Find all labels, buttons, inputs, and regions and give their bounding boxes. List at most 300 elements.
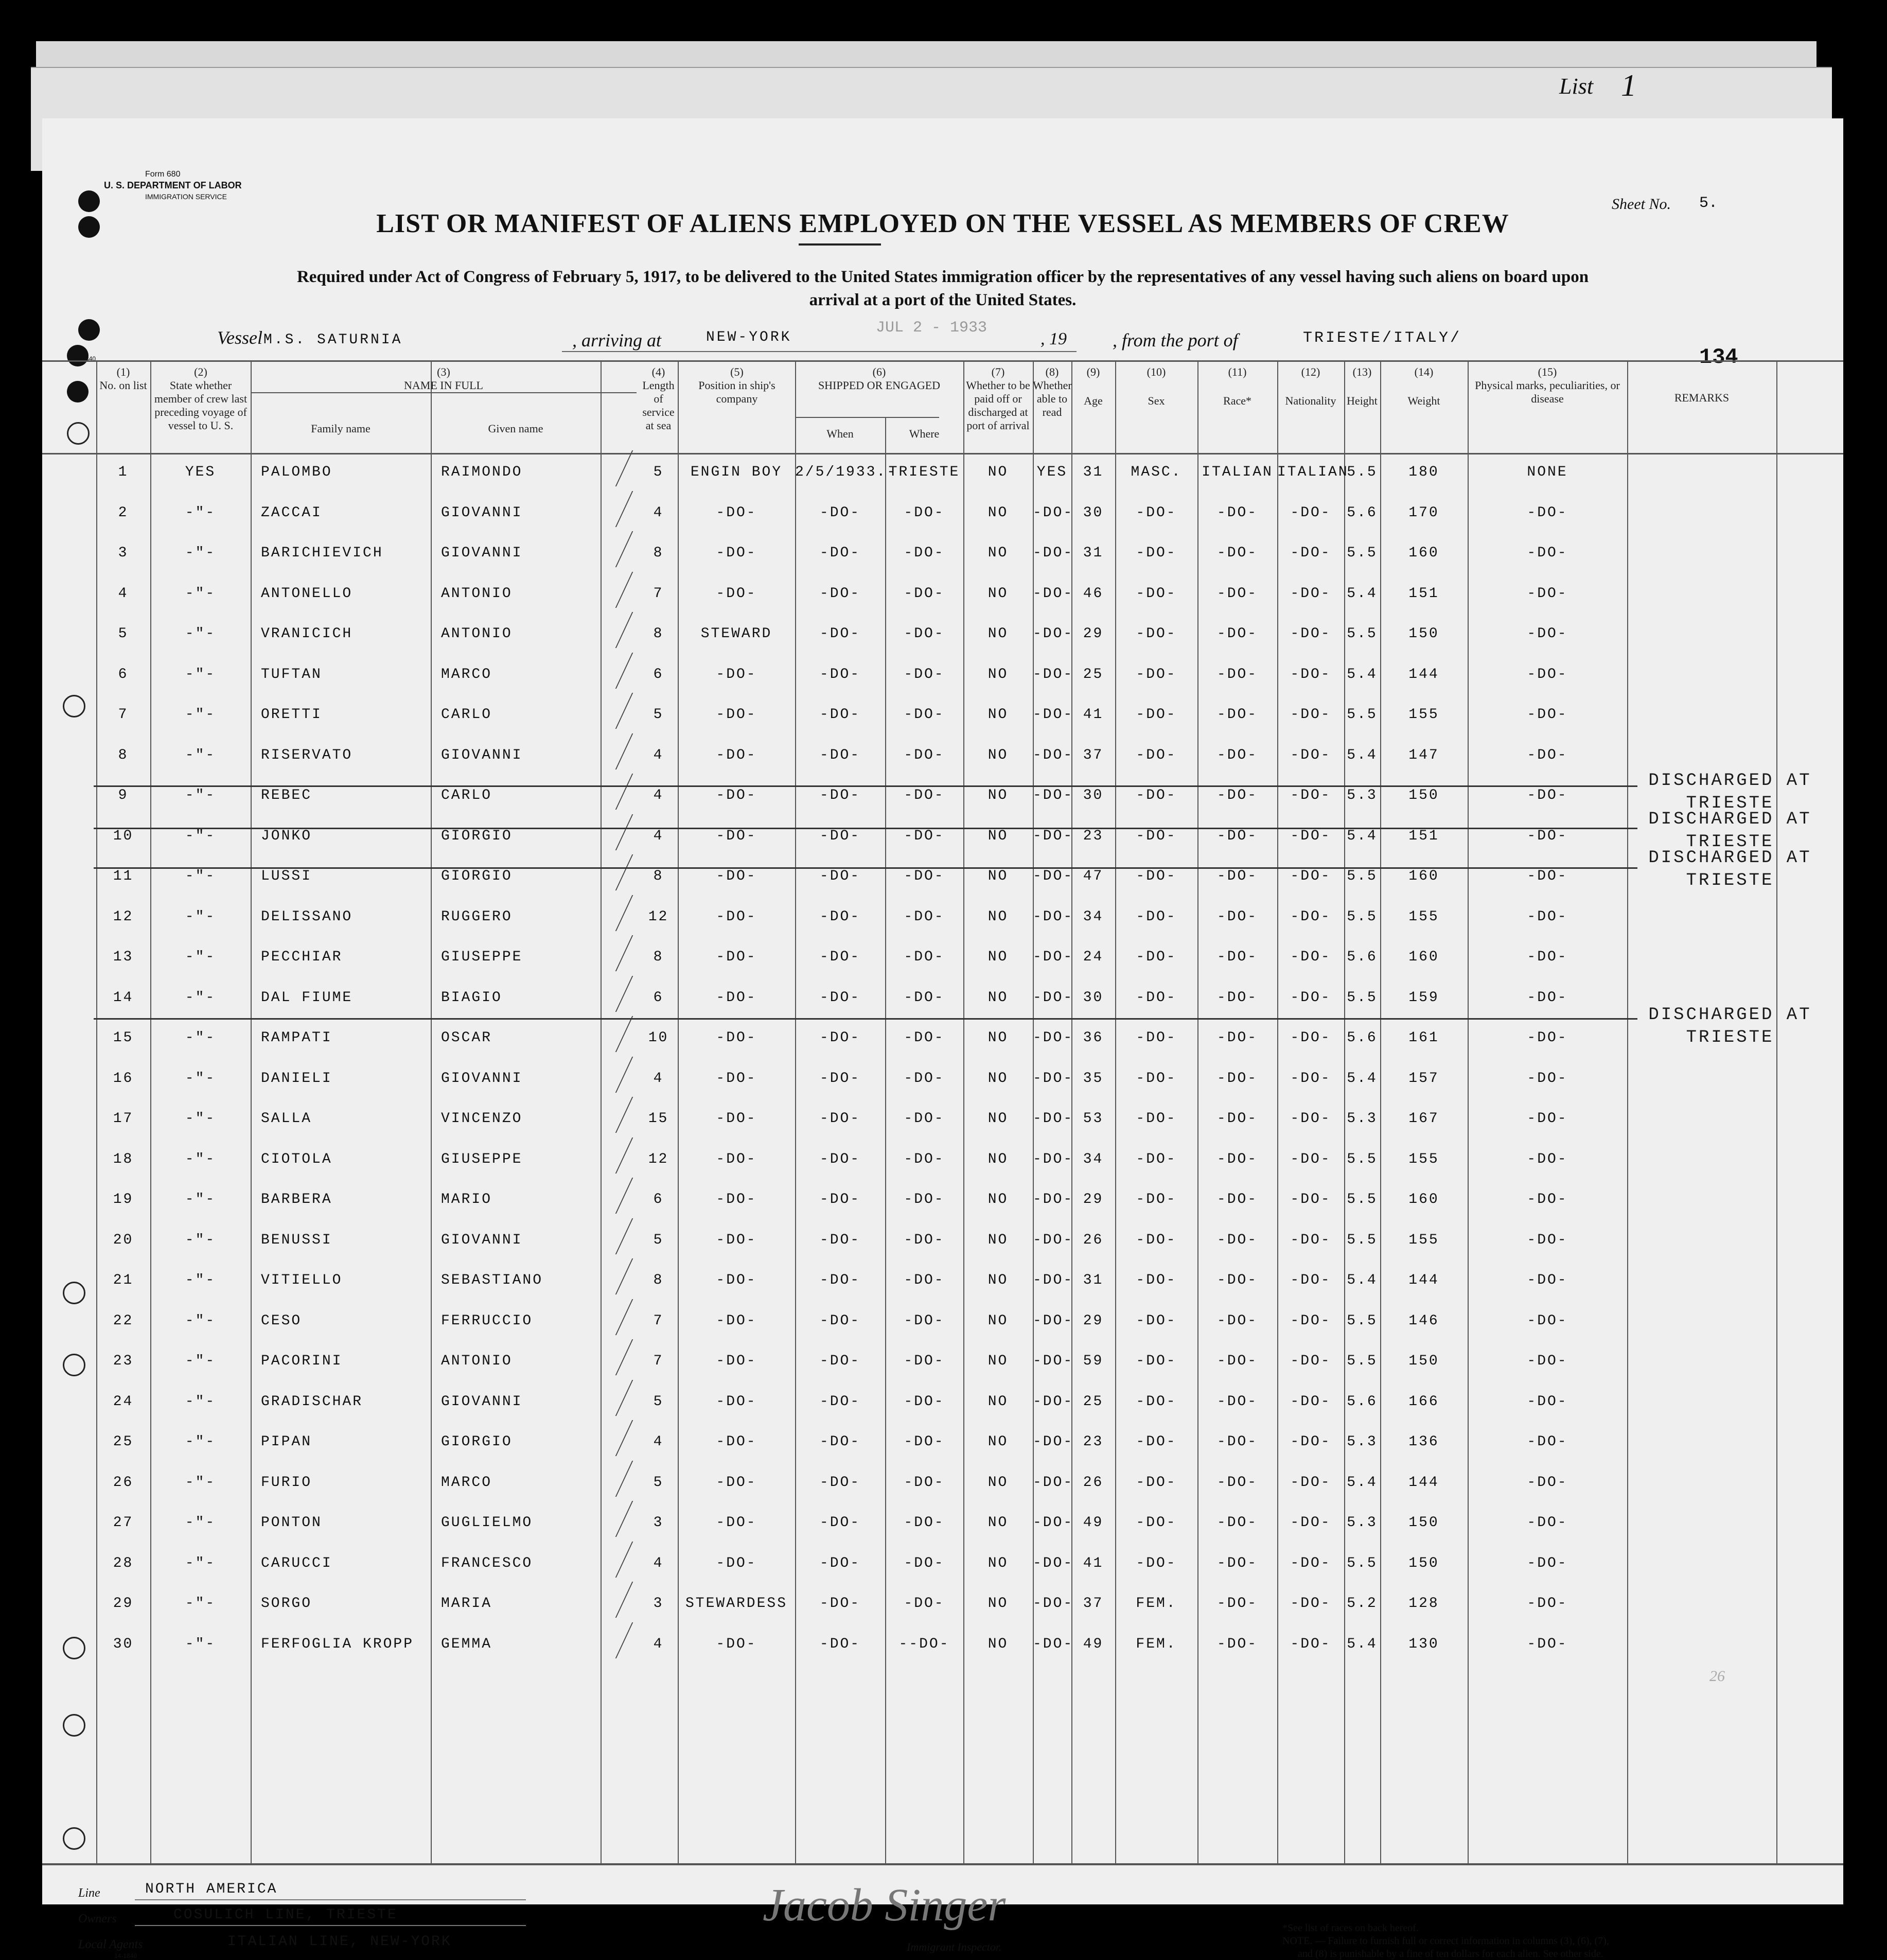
age-cell: 31	[1083, 1272, 1104, 1288]
age-cell: 31	[1083, 464, 1104, 480]
remark-discharged: DISCHARGED AT TRIESTE	[1648, 810, 1812, 852]
previous-voyage-cell: -"-	[185, 1151, 216, 1167]
table-row	[42, 534, 1843, 574]
race-cell: -DO-	[1216, 1474, 1258, 1491]
shipped-where-cell: -DO-	[904, 1232, 945, 1248]
physical-marks-cell: -DO-	[1527, 1474, 1568, 1491]
nationality-cell: -DO-	[1290, 1474, 1331, 1491]
shipped-where-cell: -DO-	[904, 949, 945, 965]
shipped-when-cell: -DO-	[819, 1434, 861, 1450]
sex-cell: -DO-	[1136, 949, 1177, 965]
height-cell: 5.5	[1347, 464, 1378, 480]
physical-marks-cell: -DO-	[1527, 1515, 1568, 1531]
service-length-cell: 3	[653, 1515, 664, 1531]
height-cell: 5.5	[1347, 1312, 1378, 1329]
sex-cell: -DO-	[1136, 626, 1177, 642]
year-label: , 19	[1041, 329, 1067, 348]
col-3-header: (3) NAME IN FULL	[404, 365, 483, 392]
paid-off-cell: NO	[987, 1515, 1009, 1531]
service-length-cell: 6	[653, 1192, 664, 1207]
nationality-cell: -DO-	[1290, 1232, 1331, 1248]
fine-note: NOTE. — Failure to furnish full or correct information in columns (3), (6), (7),	[1282, 1935, 1609, 1947]
age-cell: 29	[1083, 1312, 1104, 1329]
given-name-cell: MARCO	[441, 1474, 492, 1491]
nationality-cell: -DO-	[1290, 1636, 1331, 1652]
paid-off-cell: NO	[987, 504, 1009, 521]
physical-marks-cell: -DO-	[1527, 1030, 1568, 1046]
service-length-cell: 8	[653, 545, 664, 561]
able-to-read-cell: -DO-	[1033, 908, 1074, 925]
weight-cell: 150	[1408, 626, 1439, 642]
sex-cell: -DO-	[1136, 1111, 1177, 1127]
family-name-cell: ANTONELLO	[261, 585, 353, 602]
from-label: , from the port of	[1113, 330, 1238, 351]
family-name-cell: PECCHIAR	[261, 949, 343, 965]
weight-cell: 136	[1408, 1434, 1439, 1450]
age-cell: 36	[1083, 1030, 1104, 1046]
age-cell: 26	[1083, 1474, 1104, 1491]
service-length-cell: 4	[653, 1434, 664, 1450]
paid-off-cell: NO	[987, 1474, 1009, 1491]
table-row	[42, 695, 1843, 736]
race-cell: -DO-	[1216, 949, 1258, 965]
weight-cell: 130	[1408, 1636, 1439, 1652]
race-cell: -DO-	[1216, 1353, 1258, 1369]
table-row	[42, 776, 1843, 817]
table-row	[42, 655, 1843, 696]
sex-cell: MASC.	[1131, 464, 1182, 480]
sex-cell: -DO-	[1136, 1030, 1177, 1046]
nationality-cell: ITALIAN	[1277, 464, 1349, 480]
shipped-where-cell: -DO-	[904, 707, 945, 723]
table-row	[42, 453, 1843, 494]
table-row	[42, 1059, 1843, 1100]
shipped-when-cell: -DO-	[819, 1312, 861, 1329]
physical-marks-cell: NONE	[1527, 464, 1568, 480]
age-cell: 24	[1083, 949, 1104, 965]
agents-value: ITALIAN LINE, NEW-YORK	[227, 1934, 452, 1950]
given-name-cell: GIORGIO	[441, 868, 513, 884]
physical-marks-cell: -DO-	[1527, 1070, 1568, 1087]
nationality-cell: -DO-	[1290, 949, 1331, 965]
given-name-cell: GIOVANNI	[441, 1393, 523, 1410]
able-to-read-cell: YES	[1036, 464, 1068, 480]
col-14-header: (14) Weight	[1407, 365, 1440, 407]
service-length-cell: 4	[653, 1070, 664, 1087]
weight-cell: 159	[1408, 989, 1439, 1006]
age-cell: 31	[1083, 545, 1104, 561]
table-row	[42, 494, 1843, 534]
shipped-where-cell: -DO-	[904, 1393, 945, 1410]
able-to-read-cell: -DO-	[1033, 1111, 1074, 1127]
age-cell: 34	[1083, 1151, 1104, 1167]
nationality-cell: -DO-	[1290, 828, 1331, 844]
given-name-cell: FRANCESCO	[441, 1555, 533, 1571]
table-row	[42, 938, 1843, 978]
remark-discharged: DISCHARGED AT TRIESTE	[1648, 1005, 1812, 1047]
service-length-cell: 6	[653, 989, 664, 1006]
race-cell: -DO-	[1216, 1434, 1258, 1450]
shipped-where-cell: -DO-	[904, 868, 945, 884]
position-cell: -DO-	[716, 1434, 757, 1450]
height-cell: 5.5	[1347, 545, 1378, 561]
physical-marks-cell: -DO-	[1527, 626, 1568, 642]
nationality-cell: -DO-	[1290, 707, 1331, 723]
shipped-when-cell: -DO-	[819, 1111, 861, 1127]
row-number-cell: 22	[113, 1312, 134, 1329]
age-cell: 23	[1083, 828, 1104, 844]
family-name-cell: SORGO	[261, 1596, 312, 1612]
family-name-cell: PACORINI	[261, 1353, 343, 1369]
height-cell: 5.4	[1347, 747, 1378, 763]
given-name-cell: GIOVANNI	[441, 504, 523, 521]
service-length-cell: 5	[653, 1474, 664, 1491]
shipped-when-cell: -DO-	[819, 1393, 861, 1410]
shipped-when-cell: -DO-	[819, 707, 861, 723]
height-cell: 5.4	[1347, 1070, 1378, 1087]
table-row	[42, 1423, 1843, 1463]
race-cell: -DO-	[1216, 545, 1258, 561]
service-length-cell: 8	[653, 868, 664, 884]
footer-rule	[135, 1899, 526, 1900]
previous-voyage-cell: -"-	[185, 1312, 216, 1329]
race-cell: -DO-	[1216, 868, 1258, 884]
sex-cell: -DO-	[1136, 1232, 1177, 1248]
weight-cell: 147	[1408, 747, 1439, 763]
service-name: IMMIGRATION SERVICE	[145, 192, 227, 201]
service-length-cell: 5	[653, 1393, 664, 1410]
previous-voyage-cell: -"-	[185, 1353, 216, 1369]
shipped-when-cell: -DO-	[819, 1151, 861, 1167]
table-row	[42, 1342, 1843, 1382]
age-cell: 35	[1083, 1070, 1104, 1087]
family-name-cell: VRANICICH	[261, 626, 353, 642]
sex-cell: -DO-	[1136, 787, 1177, 803]
given-name-cell: FERRUCCIO	[441, 1312, 533, 1329]
position-cell: -DO-	[716, 908, 757, 925]
sex-cell: -DO-	[1136, 1070, 1177, 1087]
physical-marks-cell: -DO-	[1527, 1434, 1568, 1450]
race-cell: -DO-	[1216, 1272, 1258, 1288]
nationality-cell: -DO-	[1290, 787, 1331, 803]
shipped-when-cell: -DO-	[819, 1353, 861, 1369]
paid-off-cell: NO	[987, 585, 1009, 602]
table-row	[42, 736, 1843, 777]
vessel-label: Vessel	[217, 327, 262, 348]
position-cell: -DO-	[716, 1272, 757, 1288]
weight-cell: 146	[1408, 1312, 1439, 1329]
family-name-cell: PALOMBO	[261, 464, 332, 480]
weight-cell: 161	[1408, 1030, 1439, 1046]
strike-line	[94, 828, 1637, 829]
age-cell: 26	[1083, 1232, 1104, 1248]
previous-voyage-cell: -"-	[185, 1070, 216, 1087]
paid-off-cell: NO	[987, 1232, 1009, 1248]
weight-cell: 128	[1408, 1596, 1439, 1612]
physical-marks-cell: -DO-	[1527, 1192, 1568, 1207]
physical-marks-cell: -DO-	[1527, 1393, 1568, 1410]
previous-voyage-cell: -"-	[185, 1434, 216, 1450]
able-to-read-cell: -DO-	[1033, 747, 1074, 763]
shipped-where-cell: -DO-	[904, 1192, 945, 1207]
shipped-where-cell: -DO-	[904, 1111, 945, 1127]
given-name-cell: CARLO	[441, 707, 492, 723]
line-value: NORTH AMERICA	[145, 1881, 278, 1897]
nationality-cell: -DO-	[1290, 747, 1331, 763]
able-to-read-cell: -DO-	[1033, 585, 1074, 602]
position-cell: -DO-	[716, 1393, 757, 1410]
shipped-when-cell: -DO-	[819, 868, 861, 884]
col-11-header: (11) Race*	[1223, 365, 1251, 407]
able-to-read-cell: -DO-	[1033, 626, 1074, 642]
nationality-cell: -DO-	[1290, 545, 1331, 561]
family-name-cell: PONTON	[261, 1515, 322, 1531]
position-cell: -DO-	[716, 1353, 757, 1369]
nationality-cell: -DO-	[1290, 1515, 1331, 1531]
previous-voyage-cell: -"-	[185, 1515, 216, 1531]
sex-cell: -DO-	[1136, 868, 1177, 884]
table-row	[42, 1584, 1843, 1625]
age-cell: 37	[1083, 1596, 1104, 1612]
weight-cell: 150	[1408, 1555, 1439, 1571]
col-7-header: (7) Whether to be paid off or discharged at port of arrival	[966, 365, 1030, 432]
shipped-when-cell: -DO-	[819, 1272, 861, 1288]
date-stamp: JUL 2 - 1933	[876, 319, 987, 337]
nationality-cell: -DO-	[1290, 989, 1331, 1006]
weight-cell: 155	[1408, 908, 1439, 925]
position-cell: -DO-	[716, 949, 757, 965]
race-cell: -DO-	[1216, 1555, 1258, 1571]
position-cell: -DO-	[716, 666, 757, 682]
nationality-cell: -DO-	[1290, 504, 1331, 521]
age-cell: 41	[1083, 707, 1104, 723]
previous-voyage-cell: -"-	[185, 1636, 216, 1652]
weight-cell: 170	[1408, 504, 1439, 521]
physical-marks-cell: -DO-	[1527, 1111, 1568, 1127]
row-number-cell: 4	[118, 585, 129, 602]
list-label: List	[1559, 74, 1594, 99]
shipped-when-cell: -DO-	[819, 1555, 861, 1571]
service-length-cell: 7	[653, 1353, 664, 1369]
subtitle-2: arrival at a port of the United States.	[809, 291, 1077, 309]
shipped-where-cell: -DO-	[904, 1312, 945, 1329]
weight-cell: 150	[1408, 1515, 1439, 1531]
shipped-where-cell: -DO-	[904, 1353, 945, 1369]
height-cell: 5.5	[1347, 1232, 1378, 1248]
footer-form-code: 14-1840	[114, 1952, 137, 1959]
previous-voyage-cell: YES	[185, 464, 216, 480]
previous-voyage-cell: -"-	[185, 908, 216, 925]
sex-cell: -DO-	[1136, 707, 1177, 723]
height-cell: 5.6	[1347, 1030, 1378, 1046]
shipped-when-cell: -DO-	[819, 1515, 861, 1531]
position-cell: -DO-	[716, 828, 757, 844]
col-9-header: (9) Age	[1084, 365, 1103, 407]
age-cell: 25	[1083, 1393, 1104, 1410]
family-name-cell: LUSSI	[261, 868, 312, 884]
race-cell: -DO-	[1216, 1393, 1258, 1410]
sex-cell: -DO-	[1136, 504, 1177, 521]
weight-cell: 160	[1408, 1192, 1439, 1207]
shipped-when-cell: -DO-	[819, 1596, 861, 1612]
header-rule	[562, 351, 1077, 352]
position-cell: STEWARD	[700, 626, 772, 642]
nationality-cell: -DO-	[1290, 1111, 1331, 1127]
table-row	[42, 615, 1843, 655]
family-name-cell: VITIELLO	[261, 1272, 343, 1288]
sex-cell: -DO-	[1136, 1474, 1177, 1491]
inspector-label: Immigrant Inspector.	[907, 1940, 1002, 1953]
position-cell: -DO-	[716, 1515, 757, 1531]
family-name-cell: BARICHIEVICH	[261, 545, 383, 561]
shipped-where-cell: -DO-	[904, 1272, 945, 1288]
weight-cell: 150	[1408, 787, 1439, 803]
able-to-read-cell: -DO-	[1033, 1192, 1074, 1207]
weight-cell: 160	[1408, 868, 1439, 884]
given-name-cell: MARCO	[441, 666, 492, 682]
table-row	[42, 1625, 1843, 1666]
paid-off-cell: NO	[987, 868, 1009, 884]
physical-marks-cell: -DO-	[1527, 545, 1568, 561]
previous-voyage-cell: -"-	[185, 949, 216, 965]
previous-voyage-cell: -"-	[185, 504, 216, 521]
able-to-read-cell: -DO-	[1033, 1596, 1074, 1612]
sex-cell: -DO-	[1136, 1515, 1177, 1531]
shipped-when-cell: -DO-	[819, 1636, 861, 1652]
position-cell: -DO-	[716, 1474, 757, 1491]
age-cell: 29	[1083, 1192, 1104, 1207]
table-row	[42, 1099, 1843, 1140]
height-cell: 5.4	[1347, 1636, 1378, 1652]
position-cell: -DO-	[716, 1030, 757, 1046]
height-cell: 5.4	[1347, 828, 1378, 844]
shipped-where-cell: -DO-	[904, 747, 945, 763]
row-number-cell: 18	[113, 1151, 134, 1167]
paid-off-cell: NO	[987, 464, 1009, 480]
row-number-cell: 13	[113, 949, 134, 965]
given-name-cell: ANTONIO	[441, 1353, 513, 1369]
line-label: Line	[78, 1886, 100, 1900]
position-cell: ENGIN BOY	[690, 464, 783, 480]
shipped-where-cell: TRIESTE	[888, 464, 960, 480]
previous-voyage-cell: -"-	[185, 545, 216, 561]
previous-voyage-cell: -"-	[185, 989, 216, 1006]
shipped-where-cell: -DO-	[904, 1030, 945, 1046]
nationality-cell: -DO-	[1290, 1434, 1331, 1450]
race-cell: -DO-	[1216, 585, 1258, 602]
position-cell: STEWARDESS	[685, 1596, 788, 1612]
service-length-cell: 12	[648, 908, 669, 925]
sheet-label: Sheet No.	[1612, 196, 1671, 213]
paid-off-cell: NO	[987, 545, 1009, 561]
position-cell: -DO-	[716, 747, 757, 763]
shipped-when-cell: -DO-	[819, 949, 861, 965]
footer-rule	[135, 1925, 526, 1926]
physical-marks-cell: -DO-	[1527, 707, 1568, 723]
shipped-where-cell: -DO-	[904, 1434, 945, 1450]
able-to-read-cell: -DO-	[1033, 1030, 1074, 1046]
position-cell: -DO-	[716, 1232, 757, 1248]
paid-off-cell: NO	[987, 1312, 1009, 1329]
shipped-when-cell: -DO-	[819, 666, 861, 682]
family-name-cell: DAL FIUME	[261, 989, 353, 1006]
physical-marks-cell: -DO-	[1527, 989, 1568, 1006]
race-cell: -DO-	[1216, 1151, 1258, 1167]
family-name-cell: RISERVATO	[261, 747, 353, 763]
shipped-when-cell: -DO-	[819, 504, 861, 521]
sex-cell: -DO-	[1136, 545, 1177, 561]
age-cell: 49	[1083, 1515, 1104, 1531]
weight-cell: 151	[1408, 828, 1439, 844]
form-number: Form 680	[145, 170, 181, 179]
row-number-cell: 19	[113, 1192, 134, 1207]
weight-cell: 144	[1408, 666, 1439, 682]
nationality-cell: -DO-	[1290, 1312, 1331, 1329]
given-name-cell: GIOVANNI	[441, 1070, 523, 1087]
paid-off-cell: NO	[987, 989, 1009, 1006]
previous-voyage-cell: -"-	[185, 828, 216, 844]
paid-off-cell: NO	[987, 747, 1009, 763]
able-to-read-cell: -DO-	[1033, 787, 1074, 803]
position-cell: -DO-	[716, 1312, 757, 1329]
arriving-label: , arriving at	[572, 330, 662, 351]
paid-off-cell: NO	[987, 666, 1009, 682]
row-number-cell: 10	[113, 828, 134, 844]
race-cell: -DO-	[1216, 504, 1258, 521]
height-cell: 5.5	[1347, 989, 1378, 1006]
shipped-where-cell: -DO-	[904, 1515, 945, 1531]
binder-hole	[78, 319, 100, 341]
able-to-read-cell: -DO-	[1033, 1515, 1074, 1531]
owners-label: Owners	[78, 1912, 117, 1926]
height-cell: 5.3	[1347, 1515, 1378, 1531]
shipped-when-cell: -DO-	[819, 828, 861, 844]
height-cell: 5.6	[1347, 1393, 1378, 1410]
able-to-read-cell: -DO-	[1033, 949, 1074, 965]
sex-cell: FEM.	[1136, 1596, 1177, 1612]
page-title: LIST OR MANIFEST OF ALIENS EMPLOYED ON THE VESSEL AS MEMBERS OF CREW	[376, 209, 1509, 238]
position-cell: -DO-	[716, 989, 757, 1006]
paid-off-cell: NO	[987, 1555, 1009, 1571]
height-cell: 5.5	[1347, 908, 1378, 925]
row-number-cell: 12	[113, 908, 134, 925]
nationality-cell: -DO-	[1290, 1393, 1331, 1410]
family-name-cell: ORETTI	[261, 707, 322, 723]
weight-cell: 160	[1408, 949, 1439, 965]
col-2-header: (2) State whether member of crew last preceding voyage of vessel to U. S.	[154, 365, 248, 432]
service-length-cell: 7	[653, 585, 664, 602]
height-cell: 5.3	[1347, 787, 1378, 803]
when-header: When	[826, 427, 854, 440]
table-body	[42, 453, 1843, 1863]
nationality-cell: -DO-	[1290, 1353, 1331, 1369]
pencil-note: 26	[1709, 1668, 1725, 1685]
shipped-where-cell: -DO-	[904, 1151, 945, 1167]
table-row	[42, 857, 1843, 898]
age-cell: 30	[1083, 989, 1104, 1006]
race-cell: -DO-	[1216, 989, 1258, 1006]
shipped-when-cell: -DO-	[819, 787, 861, 803]
shipped-where-cell: -DO-	[904, 626, 945, 642]
service-length-cell: 5	[653, 1232, 664, 1248]
sex-cell: -DO-	[1136, 1393, 1177, 1410]
physical-marks-cell: -DO-	[1527, 504, 1568, 521]
age-cell: 25	[1083, 666, 1104, 682]
shipped-when-cell: -DO-	[819, 1474, 861, 1491]
row-number-cell: 8	[118, 747, 129, 763]
height-cell: 5.4	[1347, 1272, 1378, 1288]
race-cell: -DO-	[1216, 1111, 1258, 1127]
